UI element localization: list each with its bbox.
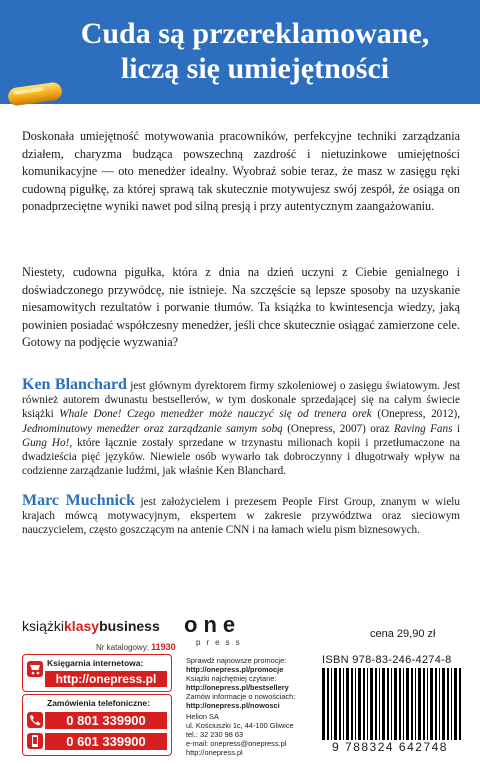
series-logo	[22, 618, 160, 634]
isbn: ISBN 978-83-246-4274-8	[322, 654, 452, 666]
publisher-info	[186, 712, 294, 757]
cover-header	[0, 0, 480, 104]
barcode-bar	[367, 668, 368, 748]
promo-label: Sprawdź najnowsze promocje:	[186, 656, 287, 665]
cover-title	[30, 16, 480, 86]
barcode-bar	[331, 668, 332, 748]
barcode-bar	[447, 668, 449, 748]
shop-url-link[interactable]: http://onepress.pl	[45, 671, 167, 687]
barcode-bar	[382, 668, 385, 748]
barcode-bar	[435, 668, 437, 748]
barcode-bar	[411, 668, 413, 748]
barcode-bar	[415, 668, 416, 748]
barcode-bar	[343, 668, 344, 748]
publisher-email[interactable]: e-mail: onepress@onepress.pl	[186, 739, 287, 748]
phone-label: Zamówienia telefoniczne:	[47, 698, 150, 708]
barcode-bar	[442, 668, 445, 748]
barcode-bar	[430, 668, 433, 748]
bio-text: jest założycielem i prezesem People First Group, znanym w wielu krajach mówcą motywacyjnym, ekspertem w zakresie przywództwa oraz sieciowym nauczycielem, często goszczącym na antenie CNN i na łamach wielu pism biznesowych.	[22, 496, 461, 537]
barcode-bar	[322, 668, 325, 748]
barcode-bar	[454, 668, 457, 748]
barcode-bar	[418, 668, 421, 748]
catalog-label: Nr katalogowy:	[96, 643, 149, 652]
author-bio-blanchard	[22, 378, 460, 478]
barcode-bar	[334, 668, 337, 748]
barcode-bar	[451, 668, 452, 748]
barcode-digits: 9 788324 642748	[312, 740, 468, 754]
barcode-bar	[406, 668, 409, 748]
shop-label: Księgarnia internetowa:	[47, 658, 144, 668]
book-title: Whale Done! Czego menedżer może nauczyć się od trenera orek	[59, 408, 372, 421]
book-title: Raving Fans	[393, 422, 453, 435]
phone-number-1[interactable]: 0 801 339900	[45, 712, 167, 729]
publisher-name: Helion SA	[186, 712, 219, 721]
bio-text: jest głównym dyrektorem firmy szkoleniowej o zasięgu światowym. Jest również autorem dwunastu bestsellerów, w tym doskonale sprzedającej się na całym świecie książki	[22, 380, 460, 421]
phone-icon	[27, 712, 43, 728]
barcode-bar	[339, 668, 341, 748]
barcode-bar	[394, 668, 397, 748]
barcode-bar	[355, 668, 356, 748]
barcode-bar	[387, 668, 389, 748]
barcode-bar	[363, 668, 365, 748]
publisher-logo-sub: press	[196, 638, 246, 647]
barcode-bar	[399, 668, 401, 748]
book-title: Jednominutowy menedżer oraz zarządzanie samym sobą	[22, 422, 283, 435]
barcode-bar	[358, 668, 361, 748]
catalog-value: 11930	[151, 642, 176, 652]
online-shop-box	[22, 654, 172, 692]
phone-number-2[interactable]: 0 601 339900	[45, 733, 167, 750]
title-line-1: Cuda są przereklamowane,	[80, 17, 430, 50]
barcode-bar	[391, 668, 392, 748]
blurb-paragraph-2: Niestety, cudowna pigułka, która z dnia na dzień uczyni z Ciebie genialnego i doświadczonego przywódcę, nie istnieje. Na szczęście są lepsze sposoby na uzyskanie niesamowitych rezultatów i porwanie tłumów. Ta książka to kwintesencja wiedzy, jaką powinien posiadać współczesny menedżer, jeśli chce skutecznie osiągać zamierzone cele. Gotowy na podjęcie wyzwania?	[22, 265, 460, 350]
mobile-phone-icon	[27, 733, 43, 749]
barcode-bar	[379, 668, 380, 748]
barcode-bar	[459, 668, 461, 748]
barcode-bar	[351, 668, 353, 748]
price: cena 29,90 zł	[370, 628, 436, 640]
promo-link[interactable]: http://onepress.pl/promocje	[186, 665, 284, 674]
bio-text: i	[452, 422, 460, 435]
news-link[interactable]: http://onepress.pl/nowosci	[186, 701, 280, 710]
cart-icon	[27, 661, 43, 677]
author-name: Marc Muchnick	[22, 492, 136, 509]
barcode-bar	[375, 668, 377, 748]
barcode	[320, 668, 464, 748]
news-label: Zamów informacje o nowościach:	[186, 692, 296, 701]
promo-links	[186, 656, 336, 710]
author-bio-muchnick	[22, 494, 460, 538]
barcode-bar	[427, 668, 428, 748]
bestseller-label: Książki najchętniej czytane:	[186, 674, 277, 683]
publisher-phone: tel.: 32 230 98 63	[186, 730, 244, 739]
barcode-bar	[327, 668, 329, 748]
barcode-bar	[403, 668, 404, 748]
book-title: Gung Ho!	[22, 436, 70, 449]
barcode-bar	[346, 668, 349, 748]
barcode-bar	[370, 668, 373, 748]
bestseller-link[interactable]: http://onepress.pl/bestsellery	[186, 683, 289, 692]
bio-text: , które łącznie zostały sprzedane w trzynastu milionach kopii i przetłumaczone na dwadzieścia pięć języków. Niewiele osób wywarło tak dobroczynny i długotrwały wpływ na codzienne zarządzanie ludźmi, jak właśnie Ken Blanchard.	[22, 436, 460, 478]
bio-text: (Onepress, 2007) oraz	[282, 422, 394, 435]
title-line-2: liczą się umiejętności	[120, 52, 390, 85]
barcode-bar	[423, 668, 425, 748]
author-name: Ken Blanchard	[22, 376, 127, 393]
publisher-logo	[184, 612, 254, 647]
publisher-address: ul. Kościuszki 1c, 44-100 Gliwice	[186, 721, 294, 730]
publisher-website[interactable]: http://onepress.pl	[186, 748, 243, 757]
publisher-logo-word: one	[184, 612, 242, 637]
series-logo-part: książki	[22, 618, 65, 634]
catalog-number	[96, 642, 176, 652]
barcode-bar	[439, 668, 440, 748]
blurb-paragraph-1: Doskonała umiejętność motywowania pracowników, perfekcyjne techniki zarządzania działem, charyzma budząca powszechną zazdrość i nietuzinkowe umiejętności komunikacyjne — oto menedżer idealny. Wyobraź sobie teraz, że masz w zasięgu ręki cudowną pigułkę, za której sprawą tak skutecznie motywujesz swój zespół, że osiąga on ponadprzeciętne wyniki nawet pod silną presją i przy autentycznym zaangażowaniu.	[22, 129, 460, 214]
bio-text: (Onepress, 2012),	[371, 408, 460, 421]
phone-orders-box	[22, 694, 172, 756]
pill-icon	[6, 82, 64, 106]
series-logo-part: business	[99, 618, 160, 634]
series-logo-part: klasy	[64, 618, 100, 634]
